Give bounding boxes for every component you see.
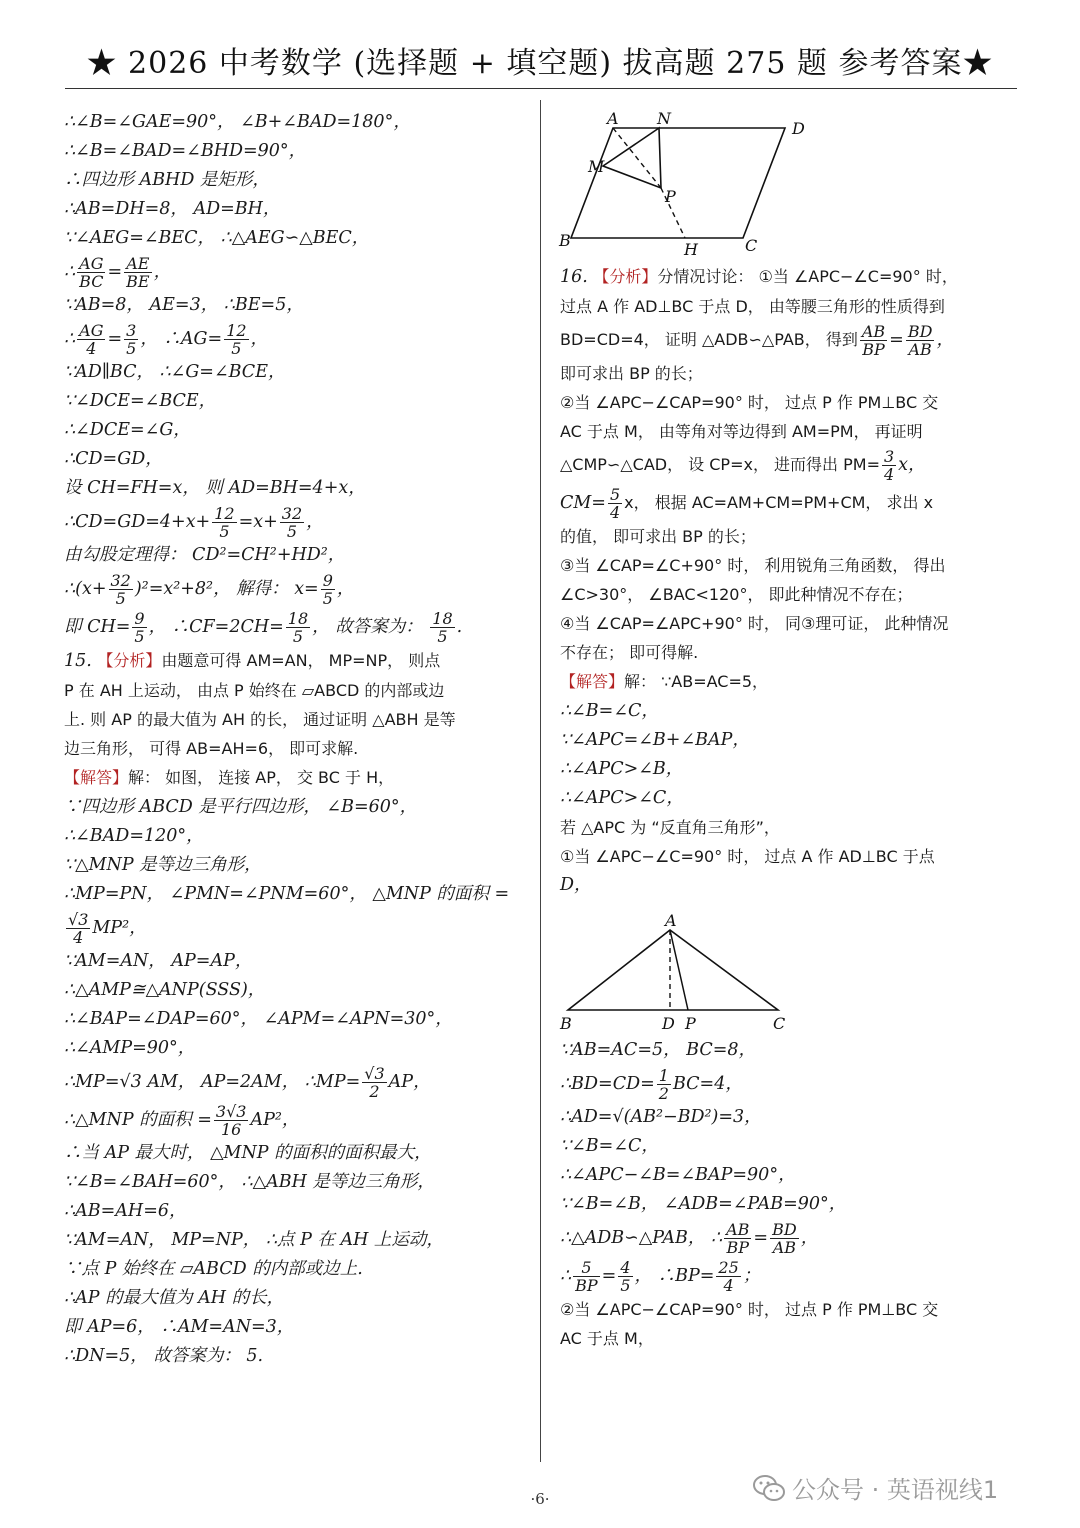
equation-line: ∴ $\frac{AG}{4}$ = $\frac{3}{5}$ ， ∴AG= $\frac{12}{5}$ ， — [64, 321, 269, 358]
equation-line: ∴ $\frac{5}{BP}$ = $\frac{4}{5}$ ， ∴BP= $\frac{25}{4}$ ； — [560, 1258, 761, 1295]
fraction: $\frac{AE}{BE}$ — [126, 254, 150, 291]
equation-line: ∴(x+ $\frac{32}{5}$ )²=x²+8²， 解得： x= $\frac{9}{5}$ ， — [64, 571, 355, 608]
fraction: $\frac{AG}{BC}$ — [79, 254, 104, 291]
solution-tag: 【解答】 — [64, 768, 129, 787]
text-line: ①当 ∠APC−∠C=90° 时， 过点 A 作 AD⊥BC 于点 — [560, 847, 935, 866]
fraction: $\frac{12}{5}$ — [226, 321, 247, 358]
fraction: $\frac{18}{5}$ — [287, 609, 309, 646]
figure-triangle — [556, 910, 796, 1036]
label-b: B — [560, 1014, 572, 1033]
text-line: ∴AB=AH=6， — [64, 1201, 187, 1221]
label-d: D — [792, 119, 805, 138]
fraction: $\frac{3√3}{16}$ — [215, 1102, 247, 1139]
text-line: ∴∠BAP=∠DAP=60°， ∠APM=∠APN=30°， — [64, 1009, 453, 1029]
text-line: ∴当 AP 最大时， △MNP 的面积的面积最大， — [64, 1143, 432, 1163]
label-c: C — [773, 1014, 786, 1033]
text-line: ③当 ∠CAP=∠C+90° 时， 利用锐角三角函数， 得出 — [560, 556, 946, 575]
text-line: ∴四边形 ABHD 是矩形， — [64, 170, 270, 190]
parallelogram-abcd — [571, 128, 785, 238]
text-line: ∴∠BAD=120°， — [64, 826, 204, 846]
equation-line: CM= $\frac{5}{4}$ x， 根据 AC=AM+CM=PM+CM， 求出 x — [560, 485, 934, 522]
text-line: ∠C>30°， ∠BAC<120°， 即此种情况不存在； — [560, 585, 913, 604]
text-line: ∴AD=√(AB²−BD²)=3， — [560, 1107, 762, 1127]
fraction: $\frac{√3}{4}$ — [68, 910, 89, 947]
text-line: ∵∠AEG=∠BEC， ∴△AEG∽△BEC， — [64, 228, 370, 248]
text-line: ∴∠APC>∠C， — [560, 788, 684, 808]
problem-16-intro: 16. 【分析】分情况讨论： ①当 ∠APC−∠C=90° 时， — [560, 267, 958, 287]
equation-line: △CMP∽△CAD， 设 CP=x， 进而得出 PM= $\frac{3}{4}$ x， — [560, 447, 926, 484]
analysis-tag: 【分析】 — [593, 267, 658, 286]
label-n: N — [657, 109, 671, 128]
text-line: ∴AB=DH=8， AD=BH， — [64, 199, 281, 219]
text-line: ∵∠APC=∠B+∠BAP， — [560, 730, 750, 750]
text-line: ∵点 P 始终在 ▱ABCD 的内部或边上. — [64, 1259, 363, 1279]
fraction: $\frac{AG}{4}$ — [79, 321, 104, 358]
text-line: ∵AB=8， AE=3， ∴BE=5， — [64, 295, 304, 315]
text-line: ∴CD=GD， — [64, 449, 163, 469]
label-c: C — [745, 236, 758, 255]
text-line: ∴∠APC>∠B， — [560, 759, 684, 779]
text-line: ②当 ∠APC−∠CAP=90° 时， 过点 P 作 PM⊥BC 交 — [560, 393, 939, 412]
analysis-tag: 【分析】 — [97, 651, 162, 670]
fraction: $\frac{18}{5}$ — [432, 609, 453, 646]
watermark-text: 公众号 · 英语视线1 — [792, 1476, 999, 1504]
text-line: ∴∠B=∠BAD=∠BHD=90°， — [64, 141, 307, 161]
text-line: ∴∠B=∠GAE=90°， ∠B+∠BAD=180°， — [64, 112, 411, 132]
text-line: 的值， 即可求出 BP 的长； — [560, 527, 756, 546]
text-line: 边三角形， 可得 AB=AH=6， 即可求解. — [64, 739, 359, 758]
text-line: 即可求出 BP 的长； — [560, 364, 703, 383]
text-line: ∵AD∥BC， ∴∠G=∠BCE， — [64, 362, 286, 382]
text-line: ∵∠B=∠C， — [560, 1136, 659, 1156]
text-line: ∴∠APC−∠B=∠BAP=90°， — [560, 1165, 796, 1185]
fraction: $\frac{BD}{AB}$ — [772, 1220, 797, 1257]
fraction: $\frac{12}{5}$ — [214, 504, 235, 541]
text-line: ∴MP=PN， ∠PMN=∠PNM=60°， △MNP 的面积 = — [64, 884, 510, 904]
equation-line: ∴△ADB∽△PAB， ∴ $\frac{AB}{BP}$ = $\frac{BD}{AB}$ ， — [560, 1220, 819, 1257]
solution-tag: 【解答】 — [560, 672, 625, 691]
solution-line: 【解答】解： 如图， 连接 AP， 交 BC 于 H， — [64, 768, 395, 787]
fraction: $\frac{3}{4}$ — [883, 447, 895, 484]
page-header: ★ 2026 中考数学 (选择题 + 填空题) 拔高题 275 题 参考答案★ — [86, 46, 994, 81]
fraction: $\frac{32}{5}$ — [281, 504, 303, 541]
text-line: 由勾股定理得： CD²=CH²+HD²， — [64, 545, 346, 565]
equation-line: ∴ $\frac{AG}{BC}$ = $\frac{AE}{BE}$ ， — [64, 254, 172, 291]
header-rule — [65, 88, 1017, 89]
label-m: M — [588, 157, 605, 176]
text-line: 设 CH=FH=x， 则 AD=BH=4+x， — [64, 478, 366, 498]
fraction: $\frac{9}{5}$ — [134, 609, 145, 646]
equation-line: ∴MP=√3 AM， AP=2AM， ∴MP= $\frac{√3}{2}$ AP， — [64, 1064, 431, 1101]
text-line: 上. 则 AP 的最大值为 AH 的长， 通过证明 △ABH 是等 — [64, 710, 456, 729]
label-p: P — [685, 1014, 696, 1033]
column-divider — [540, 100, 541, 1462]
fraction: $\frac{AB}{BP}$ — [726, 1220, 750, 1257]
text-line: ∴AP 的最大值为 AH 的长， — [64, 1288, 285, 1308]
text-line: ∵AB=AC=5， BC=8， — [560, 1040, 757, 1060]
equation-line: 即 CH= $\frac{9}{5}$ ， ∴CF=2CH= $\frac{18}{5}$ ， 故答案为： $\frac{18}{5}$ . — [64, 609, 463, 646]
equation-line: ∴BD=CD= $\frac{1}{2}$ BC=4， — [560, 1066, 743, 1103]
text-line: ∵△MNP 是等边三角形， — [64, 855, 262, 875]
text-line: ∵∠B=∠BAH=60°， ∴△ABH 是等边三角形， — [64, 1172, 435, 1192]
text-line: 过点 A 作 AD⊥BC 于点 D， 由等腰三角形的性质得到 — [560, 297, 945, 316]
text-line: 即 AP=6， ∴AM=AN=3， — [64, 1317, 295, 1337]
watermark — [752, 1470, 998, 1505]
wechat-icon — [752, 1473, 786, 1503]
fraction: $\frac{3}{5}$ — [126, 321, 137, 358]
text-line: 不存在； 即可得解. — [560, 643, 699, 662]
right-column-lower — [560, 1036, 1020, 1353]
text-line: ∵∠B=∠B， ∠ADB=∠PAB=90°， — [560, 1194, 847, 1214]
text-line: ∵AM=AN， AP=AP， — [64, 951, 253, 971]
label-b: B — [559, 231, 571, 250]
fraction: $\frac{5}{BP}$ — [575, 1258, 598, 1295]
text-line: ∴DN=5， 故答案为： 5. — [64, 1346, 264, 1366]
fraction: $\frac{AB}{BP}$ — [861, 322, 886, 359]
text-line: ∴∠AMP=90°， — [64, 1038, 196, 1058]
equation-line: BD=CD=4， 证明 △ADB∽△PAB， 得到 $\frac{AB}{BP}$ = $\frac{BD}{AB}$ ， — [560, 322, 954, 359]
text-line: D， — [560, 875, 592, 895]
fraction: $\frac{1}{2}$ — [658, 1066, 669, 1103]
figure-parallelogram — [555, 108, 825, 260]
triangle-mnp — [603, 128, 661, 188]
page-number: ·6· — [530, 1490, 550, 1508]
fraction: $\frac{√3}{2}$ — [364, 1064, 385, 1101]
equation-line: $\frac{√3}{4}$ MP²， — [68, 910, 147, 947]
text-line: AC 于点 M， — [560, 1329, 654, 1348]
label-h: H — [684, 240, 698, 259]
text-line: AC 于点 M， 由等角对等边得到 AM=PM， 再证明 — [560, 422, 923, 441]
label-d: D — [662, 1014, 675, 1033]
fraction: $\frac{4}{5}$ — [620, 1258, 631, 1295]
equation-line: ∴△MNP 的面积 = $\frac{3√3}{16}$ AP²， — [64, 1102, 300, 1139]
label-a: A — [607, 109, 619, 128]
text-line: ④当 ∠CAP=∠APC+90° 时， 同③理可证， 此种情况 — [560, 614, 949, 633]
text-line: ∵四边形 ABCD 是平行四边形， ∠B=60°， — [64, 797, 418, 817]
text-line: ∴△AMP≅△ANP(SSS)， — [64, 980, 266, 1000]
fraction: $\frac{BD}{AB}$ — [907, 322, 933, 359]
fraction: $\frac{25}{4}$ — [718, 1258, 739, 1295]
fraction: $\frac{32}{5}$ — [110, 571, 131, 608]
label-a: A — [665, 911, 677, 930]
left-column — [64, 108, 529, 1371]
right-column — [560, 262, 1020, 900]
text-line: ∵AM=AN， MP=NP， ∴点 P 在 AH 上运动， — [64, 1230, 444, 1250]
label-p: P — [665, 187, 676, 206]
text-line: P 在 AH 上运动， 由点 P 始终在 ▱ABCD 的内部或边 — [64, 681, 445, 700]
text-line: ∴∠B=∠C， — [560, 701, 659, 721]
problem-15-intro: 15. 【分析】由题意可得 AM=AN， MP=NP， 则点 — [64, 651, 441, 671]
text-line: ∵∠DCE=∠BCE， — [64, 391, 217, 411]
solution-line: 【解答】解： ∵AB=AC=5， — [560, 672, 769, 691]
text-line: 若 △APC 为 “反直角三角形”， — [560, 818, 780, 837]
fraction: $\frac{5}{4}$ — [609, 485, 621, 522]
text-line: ②当 ∠APC−∠CAP=90° 时， 过点 P 作 PM⊥BC 交 — [560, 1300, 939, 1319]
fraction: $\frac{9}{5}$ — [322, 571, 333, 608]
equation-line: ∴CD=GD=4+x+ $\frac{12}{5}$ =x+ $\frac{32}{5}$ ， — [64, 504, 324, 541]
text-line: ∴∠DCE=∠G， — [64, 420, 191, 440]
